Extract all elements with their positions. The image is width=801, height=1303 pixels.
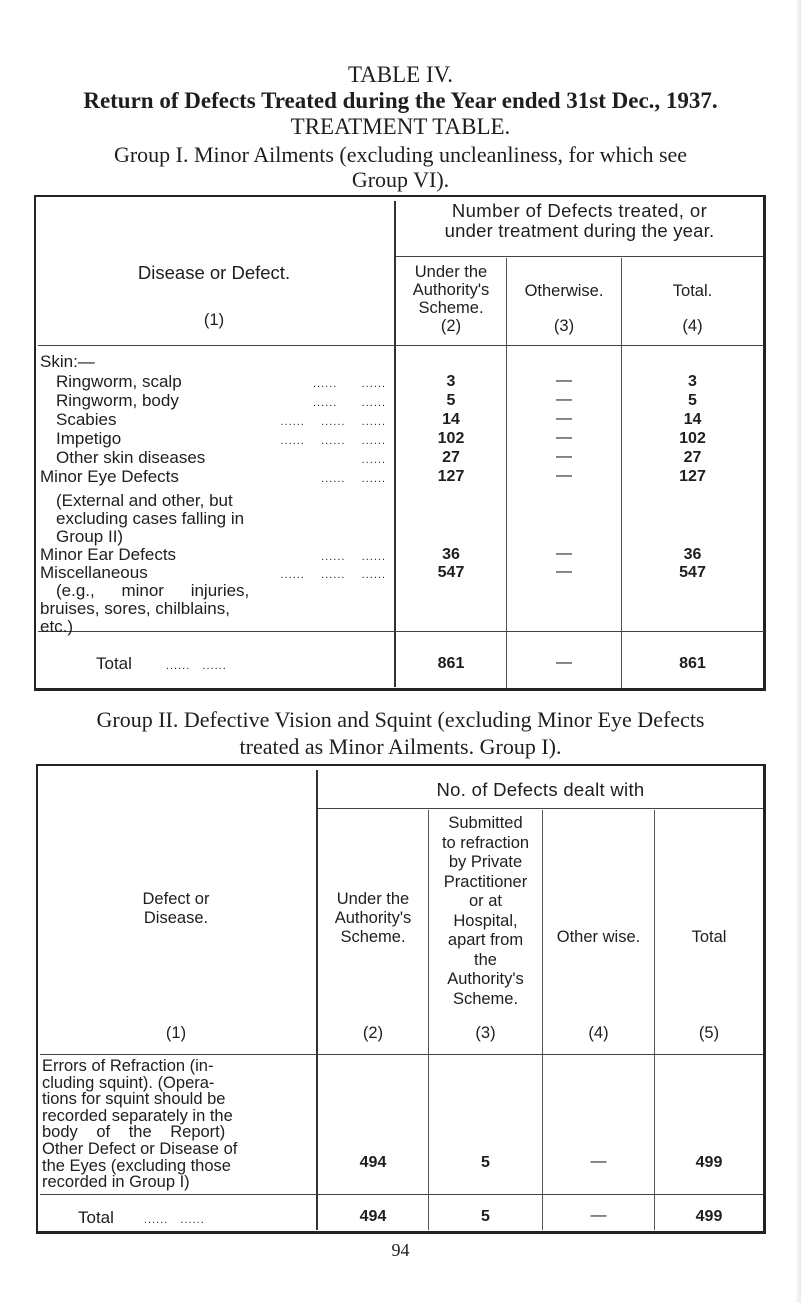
t1-row-total: 36: [683, 546, 702, 563]
t1-row-total: 5: [688, 392, 697, 409]
t1-total-total: 861: [679, 655, 706, 672]
t2-col3-header-line: the: [474, 950, 497, 969]
t1-section-skin: Skin:—: [40, 352, 95, 371]
t1-row-scheme: 36: [442, 546, 460, 563]
t2-col3-header-line: to refraction: [441, 833, 530, 852]
t2-row-otherwise: —: [590, 1153, 607, 1170]
t1-row-otherwise: —: [556, 448, 572, 465]
t2-col3-header-line: Scheme.: [452, 989, 519, 1008]
t1-row-scheme: 102: [437, 430, 465, 447]
t1-row-label: Miscellaneous ...... ...... ......: [40, 563, 386, 582]
t1-misc-note-line1: (e.g., minor injuries,: [56, 581, 250, 600]
t1-row-label-text: Scabies: [56, 410, 117, 429]
t1-row-label: Impetigo ...... ...... ......: [56, 429, 386, 448]
t1-col2-header-line1: Under the: [414, 263, 488, 281]
t1-row-scheme: 27: [442, 449, 460, 466]
t1-total-label-text: Total: [96, 654, 132, 673]
t2-col3-header-line: Practitioner: [443, 872, 528, 891]
t1-row-total: 127: [679, 468, 706, 485]
t1-row-scheme: 547: [437, 564, 465, 581]
t1-total-otherwise: —: [556, 654, 572, 671]
t1-row-otherwise: —: [556, 467, 572, 484]
t1-row-total: 3: [688, 373, 697, 390]
t1-col2-num: (2): [440, 317, 462, 335]
t1-row-total: 102: [679, 430, 706, 447]
t2-col1-header-line2: Disease.: [143, 909, 209, 927]
t1-misc-note-line2: bruises, sores, chilblains,: [40, 599, 230, 618]
t1-eye-note-line1: (External and other, but: [56, 491, 233, 510]
t2-col4-header: Other wise.: [556, 928, 641, 946]
t1-misc-note-line3: etc.): [40, 617, 74, 636]
page-number: 94: [391, 1240, 410, 1260]
t2-total-otherwise: —: [590, 1207, 607, 1224]
t1-total-label: Total ...... ......: [96, 654, 227, 673]
t1-row-otherwise: —: [556, 545, 572, 562]
t1-row-label-text: Ringworm, scalp: [56, 372, 182, 391]
t2-col4-num: (4): [588, 1024, 609, 1042]
t1-row-total: 27: [683, 449, 702, 466]
t1-row-label-text: Miscellaneous: [40, 563, 148, 582]
t1-row-total: 14: [683, 411, 702, 428]
t1-col1-num: (1): [203, 311, 225, 329]
group1-caption-line1: Group I. Minor Ailments (excluding uncleanliness, for which see: [113, 142, 688, 167]
t1-span-header-line1: Number of Defects treated, or: [451, 200, 708, 221]
t2-col3-header-line: by Private: [448, 853, 523, 871]
t2-col3-num: (3): [475, 1024, 496, 1042]
t2-row-label-line: recorded separately in the: [42, 1106, 233, 1125]
t2-col3-header-line: or at: [468, 892, 503, 910]
t1-total-scheme: 861: [437, 655, 465, 672]
t1-row-otherwise: —: [556, 372, 572, 389]
group1-caption-line2: Group VI).: [351, 167, 450, 192]
t2-col2-header-line1: Under the: [336, 890, 410, 908]
t2-col1-num: (1): [165, 1024, 187, 1042]
t2-col5-header: Total: [691, 928, 727, 946]
t1-col2-header-line3: Scheme.: [418, 299, 484, 317]
treatment-table-heading: TREATMENT TABLE.: [290, 114, 511, 139]
t2-col5-num: (5): [698, 1024, 720, 1042]
table-title: TABLE IV.: [347, 62, 454, 87]
t2-row-label: [42, 1058, 312, 1191]
t2-col1-header-line1: Defect or: [142, 890, 210, 908]
t2-row-total: 499: [695, 1154, 723, 1171]
group2-caption-line1: Group II. Defective Vision and Squint (excluding Minor Eye Defects: [96, 707, 705, 732]
t1-row-otherwise: —: [556, 410, 572, 427]
t2-col3-header-line: Hospital,: [453, 911, 518, 930]
t2-col2-header-line2: Authority's: [334, 909, 412, 927]
t2-row-label-line: recorded in Group I): [42, 1173, 190, 1192]
t2-row-private: 5: [481, 1154, 490, 1171]
t2-row-label-line: the Eyes (excluding those: [42, 1156, 231, 1175]
t2-row-scheme: 494: [359, 1154, 387, 1171]
t2-col3-header: [429, 814, 542, 1009]
page-edge-shadow: [795, 0, 801, 1303]
t1-row-otherwise: —: [556, 429, 572, 446]
t1-row-label: Minor Ear Defects ...... ......: [40, 545, 386, 564]
t2-row-label-line: cluding squint). (Opera-: [42, 1073, 215, 1092]
table2: [36, 764, 766, 1234]
t1-row-label: Scabies ...... ...... ......: [56, 410, 386, 429]
t2-total-label: Total ...... ......: [78, 1208, 205, 1227]
t1-row-otherwise: —: [556, 563, 572, 580]
t2-total-total: 499: [695, 1208, 723, 1225]
t2-row-label-line: body of the Report): [42, 1123, 226, 1142]
t1-row-scheme: 14: [442, 411, 460, 428]
t1-col3-header: Otherwise.: [524, 282, 604, 300]
t1-row-label-text: Minor Ear Defects: [40, 545, 177, 564]
t2-col2-num: (2): [362, 1024, 384, 1042]
t1-eye-note-line3: Group II): [56, 527, 124, 546]
t1-row-otherwise: —: [556, 391, 572, 408]
table1: [34, 195, 766, 691]
t1-row-scheme: 3: [446, 373, 456, 390]
t1-row-label-text: Minor Eye Defects: [40, 467, 179, 486]
t2-total-private: 5: [481, 1208, 490, 1225]
t1-row-total: 547: [679, 564, 706, 581]
t2-span-header: No. of Defects dealt with: [436, 779, 645, 800]
t1-col2-header-line2: Authority's: [412, 281, 490, 299]
t2-col3-header-line: Authority's: [447, 970, 524, 988]
t1-row-scheme: 5: [446, 392, 456, 409]
t2-total-scheme: 494: [359, 1208, 387, 1225]
t2-col3-header-line: Submitted: [448, 814, 523, 832]
group2-caption-line2: treated as Minor Ailments. Group I).: [239, 734, 562, 759]
t1-row-label: Ringworm, body ...... ......: [56, 391, 386, 410]
t1-col1-header: Disease or Defect.: [137, 262, 291, 283]
t2-total-label-text: Total: [78, 1208, 114, 1227]
t1-eye-note-line2: excluding cases falling in: [56, 509, 245, 528]
t2-row-label-line: tions for squint should be: [42, 1090, 226, 1109]
t2-col2-header-line3: Scheme.: [340, 928, 406, 946]
t2-row-label-line: Other Defect or Disease of: [42, 1139, 238, 1158]
t1-col4-num: (4): [682, 317, 703, 335]
t1-row-label: Other skin diseases ......: [56, 448, 386, 467]
report-subtitle: Return of Defects Treated during the Year ended 31st Dec., 1937.: [83, 88, 718, 113]
t1-row-label: Minor Eye Defects ...... ......: [40, 467, 386, 486]
t1-row-label-text: Impetigo: [56, 429, 122, 448]
t1-row-scheme: 127: [437, 468, 465, 485]
t1-row-label: Ringworm, scalp ...... ......: [56, 372, 386, 391]
t1-row-label-text: Ringworm, body: [56, 391, 179, 410]
t1-row-label-text: Other skin diseases: [56, 448, 206, 467]
t2-row-label-line: Errors of Refraction (in-: [42, 1057, 214, 1075]
t1-col3-num: (3): [553, 317, 575, 335]
t1-col4-header: Total.: [672, 282, 713, 300]
t2-col3-header-line: apart from: [447, 931, 524, 949]
t1-span-header-line2: under treatment during the year.: [444, 220, 715, 241]
